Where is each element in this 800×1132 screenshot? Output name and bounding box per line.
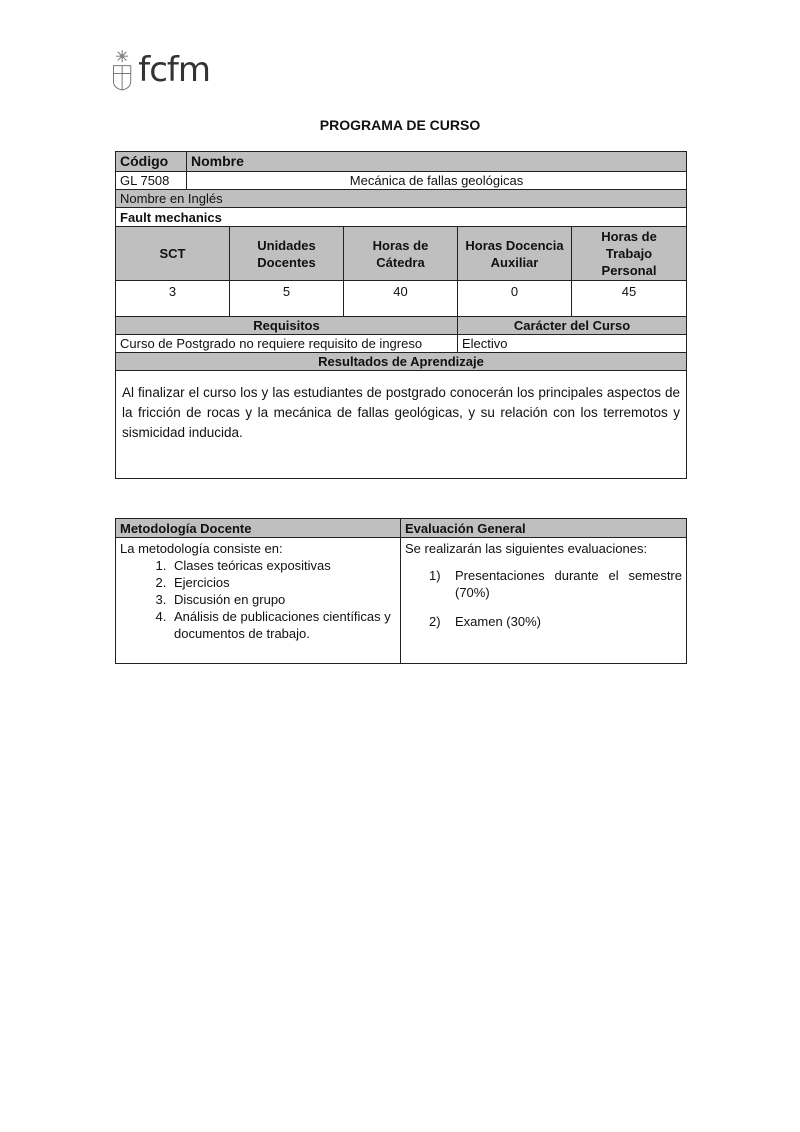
evaluation-item xyxy=(429,613,682,630)
english-name-label: Nombre en Inglés xyxy=(116,190,687,208)
hours-header-units: Unidades Docentes xyxy=(230,227,344,281)
hours-value-auxiliary: 0 xyxy=(458,281,572,317)
methodology-label: Metodología Docente xyxy=(116,519,401,538)
hours-value-lecture: 40 xyxy=(344,281,458,317)
hours-header-auxiliary: Horas Docencia Auxiliar xyxy=(458,227,572,281)
outcomes-row xyxy=(116,371,687,479)
evaluation-label: Evaluación General xyxy=(401,519,687,538)
hours-values-row xyxy=(116,281,687,317)
methodology-item: 1. Clases teóricas expositivas xyxy=(170,557,396,574)
evaluation-intro: Se realizarán las siguientes evaluaciones: xyxy=(405,541,648,556)
university-seal-icon xyxy=(110,45,134,95)
methodology-item: 3. Discusión en grupo xyxy=(170,591,396,608)
methodology-list xyxy=(120,557,396,642)
evaluation-item-number: 2) xyxy=(429,614,441,629)
logo-text: fcfm xyxy=(138,50,210,90)
fcfm-logo xyxy=(110,42,210,98)
requirements-label: Requisitos xyxy=(116,317,458,335)
methodology-evaluation-header-row xyxy=(116,519,687,538)
evaluation-item-text: Presentaciones durante el semestre (70%) xyxy=(455,568,682,600)
english-name-row xyxy=(116,208,687,227)
methodology-evaluation-table xyxy=(115,518,687,664)
outcomes-header-row xyxy=(116,353,687,371)
evaluation-item-text: Examen (30%) xyxy=(455,614,541,629)
course-info-table xyxy=(115,151,687,479)
code-label: Código xyxy=(116,152,187,172)
methodology-item: 2. Ejercicios xyxy=(170,574,396,591)
hours-value-sct: 3 xyxy=(116,281,230,317)
methodology-evaluation-row xyxy=(116,538,687,664)
evaluation-cell xyxy=(401,538,687,664)
hours-header-personal: Horas de Trabajo Personal xyxy=(572,227,687,281)
outcomes-text: Al finalizar el curso los y las estudiantes de postgrado conocerán los principales aspectos de la fricción de rocas y la mecánica de fallas geológicas, y su relación con los terremotos y sismicidad inducida. xyxy=(116,371,687,479)
character-label: Carácter del Curso xyxy=(458,317,687,335)
outcomes-label: Resultados de Aprendizaje xyxy=(116,353,687,371)
methodology-item: 4. Análisis de publicaciones científicas y documentos de trabajo. xyxy=(170,608,396,642)
code-name-row xyxy=(116,172,687,190)
english-label-row xyxy=(116,190,687,208)
requirements-value: Curso de Postgrado no requiere requisito de ingreso xyxy=(116,335,458,353)
requirements-row xyxy=(116,335,687,353)
methodology-intro: La metodología consiste en: xyxy=(120,541,283,556)
course-name: Mecánica de fallas geológicas xyxy=(187,172,687,190)
hours-header-sct: SCT xyxy=(116,227,230,281)
course-code: GL 7508 xyxy=(116,172,187,190)
requirements-header-row xyxy=(116,317,687,335)
hours-header-row xyxy=(116,227,687,281)
english-name: Fault mechanics xyxy=(116,208,687,227)
page-title: PROGRAMA DE CURSO xyxy=(319,117,481,133)
methodology-cell xyxy=(116,538,401,664)
evaluation-item xyxy=(429,567,682,601)
code-name-header-row xyxy=(116,152,687,172)
name-label: Nombre xyxy=(187,152,687,172)
hours-header-lecture: Horas de Cátedra xyxy=(344,227,458,281)
evaluation-list xyxy=(405,567,682,630)
hours-value-units: 5 xyxy=(230,281,344,317)
hours-value-personal: 45 xyxy=(572,281,687,317)
evaluation-item-number: 1) xyxy=(429,568,441,583)
character-value: Electivo xyxy=(458,335,687,353)
